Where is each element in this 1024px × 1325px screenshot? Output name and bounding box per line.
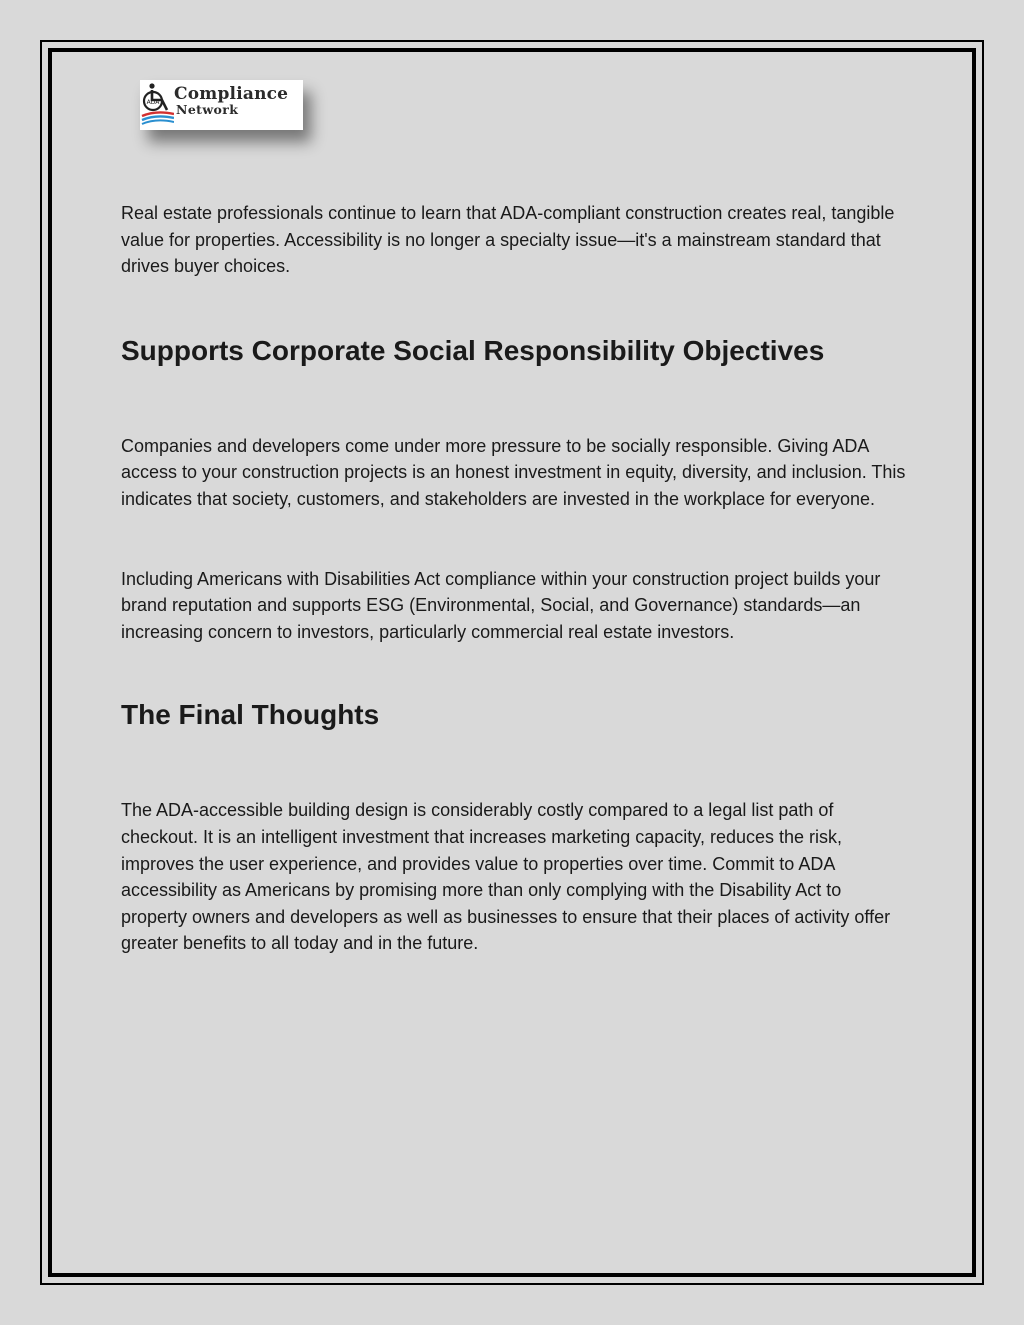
intro-paragraph: Real estate professionals continue to learn that ADA-compliant construction creates real, tangible value for properties. Accessibility is no longer a specialty issue—it's a mainstream standard that drives buyer choices. [121,203,895,277]
csr-paragraph-1: Companies and developers come under more pressure to be socially responsible. Giving ADA access to your construction projects is an honest investment in equity, diversity, and inclusion. This indicates that society, customers, and stakeholders are invested in the workplace for everyone. [121,435,906,509]
final-thoughts-paragraph: The ADA-accessible building design is considerably costly compared to a legal list path of checkout. It is an intelligent investment that increases marketing capacity, reduces the risk, improves the user experience, and provides value to properties over time. Commit to ADA accessibility as Americans by promising more than only complying with the Disability Act to property owners and developers as well as businesses to ensure that their places of activity offer greater benefits to all today and in the future. [121,800,891,954]
logo-line-2: Network [176,102,239,117]
heading-csr-objectives: Supports Corporate Social Responsibility Objectives [121,334,825,366]
logo-line-1: Compliance [174,84,289,104]
company-logo [140,80,303,130]
logo-text [174,86,288,117]
wheelchair-icon [140,80,174,130]
heading-final-thoughts: The Final Thoughts [121,699,380,731]
logo-badge-text: ADA [146,99,160,106]
csr-paragraph-2: Including Americans with Disabilities Act compliance within your construction project builds your brand reputation and supports ESG (Environmental, Social, and Governance) standards—an increasing concern to investors, particularly commercial real estate investors. [121,568,881,642]
document-body [121,200,911,957]
